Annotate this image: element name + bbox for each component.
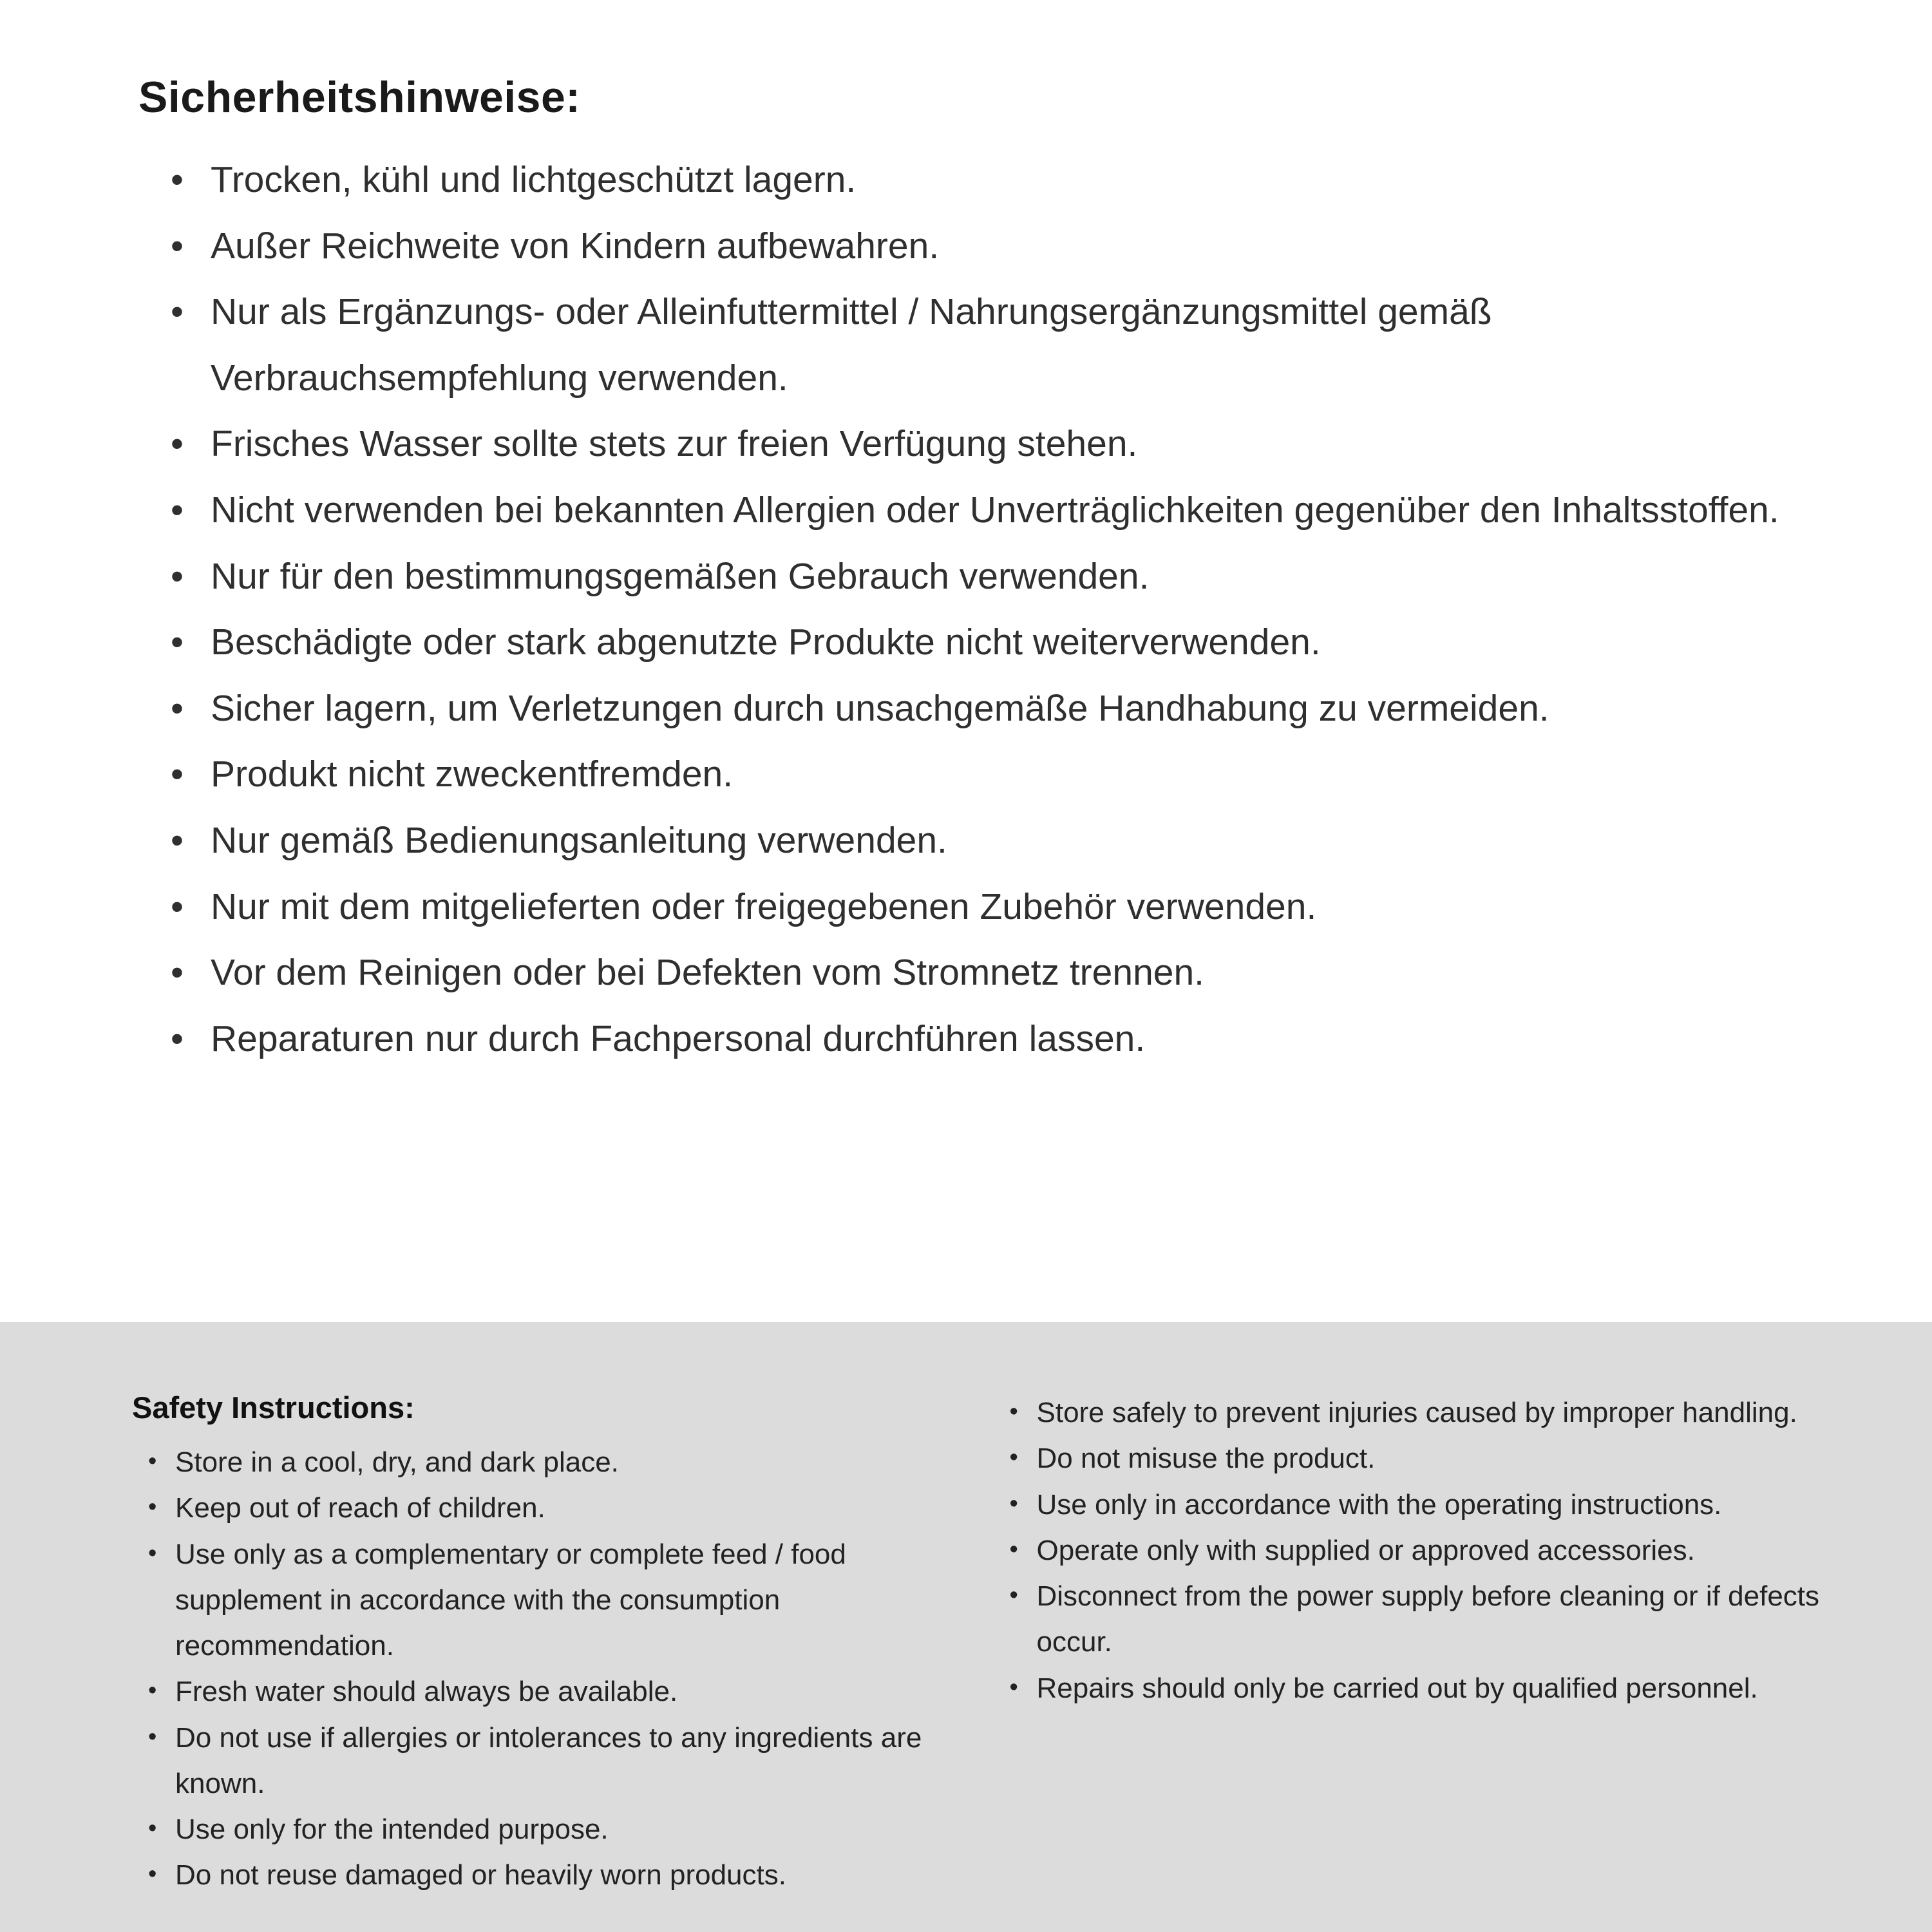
german-section-title: Sicherheitshinweise: [138, 73, 581, 122]
safety-item: • Use only as a complementary or complete feed / food supplement in accordance with the consumption recommendation. [148, 1531, 952, 1669]
safety-item: • Do not reuse damaged or heavily worn products. [148, 1852, 952, 1898]
safety-item: • Operate only with supplied or approved accessories. [1010, 1528, 1830, 1573]
safety-item: • Fresh water should always be available. [148, 1669, 952, 1714]
english-safety-list-right [1010, 1390, 1830, 1711]
safety-item: • Use only for the intended purpose. [148, 1806, 952, 1852]
safety-item: • Store in a cool, dry, and dark place. [148, 1439, 952, 1485]
safety-item: • Nicht verwenden bei bekannten Allergien oder Unverträglichkeiten gegenüber den Inhaltsstoffen. [171, 477, 1803, 544]
safety-item: • Produkt nicht zweckentfremden. [171, 741, 1803, 808]
safety-item: • Keep out of reach of children. [148, 1485, 952, 1531]
safety-item: • Sicher lagern, um Verletzungen durch unsachgemäße Handhabung zu vermeiden. [171, 676, 1803, 742]
safety-item: • Do not use if allergies or intolerances to any ingredients are known. [148, 1715, 952, 1807]
german-safety-list [171, 147, 1803, 1072]
safety-item: • Use only in accordance with the operating instructions. [1010, 1482, 1830, 1528]
safety-item: • Nur mit dem mitgelieferten oder freigegebenen Zubehör verwenden. [171, 874, 1803, 940]
safety-item: • Do not misuse the product. [1010, 1435, 1830, 1481]
safety-item: • Reparaturen nur durch Fachpersonal durchführen lassen. [171, 1006, 1803, 1072]
english-section-title: Safety Instructions: [132, 1390, 415, 1425]
safety-item: • Repairs should only be carried out by qualified personnel. [1010, 1665, 1830, 1711]
english-right-column [1010, 1390, 1830, 1932]
safety-item: • Store safely to prevent injuries caused by improper handling. [1010, 1390, 1830, 1435]
english-safety-section [0, 1322, 1932, 1932]
safety-item: • Nur für den bestimmungsgemäßen Gebrauch verwenden. [171, 544, 1803, 610]
safety-item: • Beschädigte oder stark abgenutzte Produkte nicht weiterverwenden. [171, 609, 1803, 676]
safety-item: • Disconnect from the power supply before cleaning or if defects occur. [1010, 1573, 1830, 1665]
safety-item: • Nur gemäß Bedienungsanleitung verwenden. [171, 808, 1803, 874]
safety-item: • Vor dem Reinigen oder bei Defekten vom Stromnetz trennen. [171, 940, 1803, 1006]
safety-item: • Außer Reichweite von Kindern aufbewahren. [171, 213, 1803, 279]
english-safety-list-left [148, 1439, 952, 1899]
safety-item: • Trocken, kühl und lichtgeschützt lagern. [171, 147, 1803, 213]
english-left-column [132, 1390, 952, 1932]
safety-item: • Frisches Wasser sollte stets zur freien Verfügung stehen. [171, 411, 1803, 477]
safety-item: • Nur als Ergänzungs- oder Alleinfuttermittel / Nahrungsergänzungsmittel gemäß Verbrauchsempfehlung verwenden. [171, 279, 1803, 411]
